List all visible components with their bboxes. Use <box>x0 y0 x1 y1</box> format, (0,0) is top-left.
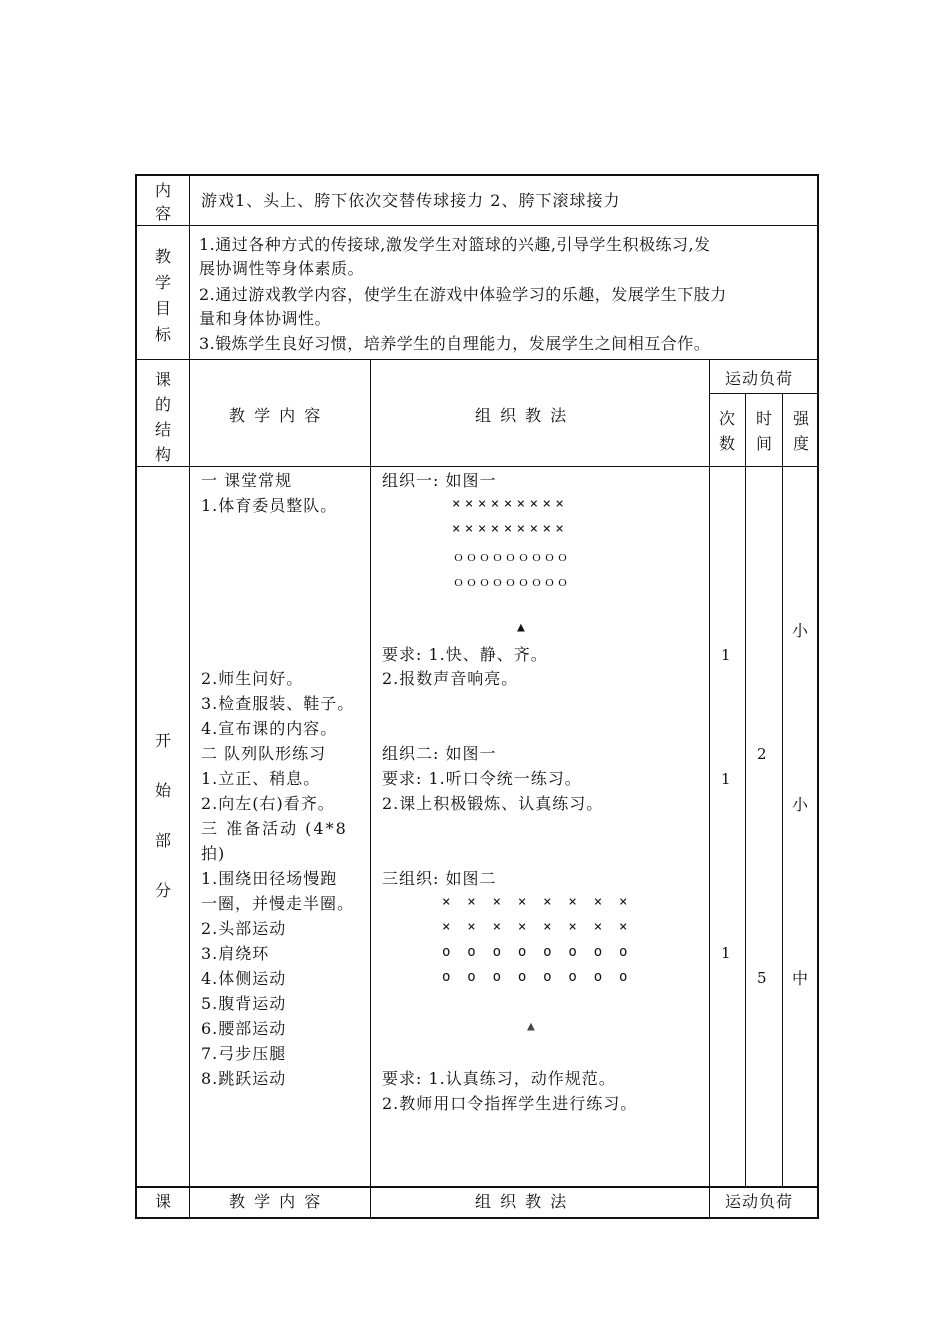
col-divider <box>189 176 190 1219</box>
org1-requirement: 2.报数声音响亮。 <box>382 669 519 688</box>
footer-teaching-content: 教 学 内 容 <box>229 1192 323 1211</box>
time-header: 时 间 <box>755 409 772 453</box>
row-divider <box>137 1186 819 1188</box>
formation-row-circle: o o o o o o o o <box>442 969 628 985</box>
content-line: 1.围绕田径场慢跑 <box>201 869 338 888</box>
content-line: 4.体侧运动 <box>201 969 287 988</box>
teaching-content-header: 教 学 内 容 <box>229 406 323 425</box>
intensity-header: 强 度 <box>792 409 809 453</box>
formation-row-cross: × × × × × × × × <box>442 894 628 910</box>
formation-row-circle: o o o o o o o o <box>442 944 628 960</box>
footer-load: 运动负荷 <box>725 1192 794 1211</box>
count-header: 次 数 <box>718 409 735 453</box>
time-value: 5 <box>757 969 767 987</box>
content-line: 3.检查服装、鞋子。 <box>201 694 355 713</box>
col-divider <box>709 359 710 1219</box>
content-line: 8.跳跃运动 <box>201 1069 287 1088</box>
col-divider <box>745 393 746 1187</box>
footer-organization: 组 织 教 法 <box>475 1192 569 1211</box>
content-line: 2.头部运动 <box>201 919 287 938</box>
row-divider <box>137 466 819 467</box>
formation-row-circle: ｏｏｏｏｏｏｏｏｏ <box>452 550 570 565</box>
start-section-label: 开 始 部 分 <box>154 731 171 900</box>
org2-title: 组织二: 如图一 <box>382 744 497 763</box>
content-line: 一圈，并慢走半圈。 <box>201 894 355 913</box>
objective-line: 展协调性等身体素质。 <box>199 259 365 278</box>
content-line: 二 队列队形练习 <box>201 744 327 763</box>
content-line: 一 课堂常规 <box>201 471 293 490</box>
content-label: 内 容 <box>154 181 171 223</box>
time-value: 2 <box>757 745 767 763</box>
content-line: 2.师生问好。 <box>201 669 304 688</box>
count-value: 1 <box>721 770 731 788</box>
row-divider <box>137 225 819 226</box>
content-line: 7.弓步压腿 <box>201 1044 287 1063</box>
org3-requirement: 2.教师用口令指挥学生进行练习。 <box>382 1094 638 1113</box>
content-line: 6.腰部运动 <box>201 1019 287 1038</box>
content-line: 2.向左(右)看齐。 <box>201 794 335 813</box>
formation-row-cross: × × × × × × × × <box>442 919 628 935</box>
teacher-marker-icon: ▲ <box>517 620 525 635</box>
row-divider <box>137 359 819 360</box>
structure-label: 课 的 结 构 <box>154 370 171 464</box>
count-value: 1 <box>721 944 731 962</box>
content-text: 游戏1、头上、胯下依次交替传球接力 2、胯下滚球接力 <box>201 191 621 210</box>
org3-requirement: 要求: 1.认真练习，动作规范。 <box>382 1069 616 1088</box>
load-divider <box>709 393 819 394</box>
count-value: 1 <box>721 646 731 664</box>
formation-row-cross: ××××××××× <box>452 521 569 537</box>
col-divider <box>370 359 371 1219</box>
content-line: 3.肩绕环 <box>201 944 270 963</box>
lesson-plan-table <box>135 174 819 1219</box>
intensity-value: 中 <box>792 969 810 988</box>
org1-title: 组织一: 如图一 <box>382 471 497 490</box>
org3-title: 三组织: 如图二 <box>382 869 497 888</box>
intensity-value: 小 <box>792 795 810 814</box>
footer-structure-label: 课 <box>155 1192 173 1211</box>
objective-line: 3.锻炼学生良好习惯，培养学生的自理能力，发展学生之间相互合作。 <box>199 334 711 353</box>
content-line: 三 准备活动 (4*8 <box>201 819 348 838</box>
content-line: 5.腹背运动 <box>201 994 287 1013</box>
intensity-value: 小 <box>792 621 810 640</box>
content-line: 1.立正、稍息。 <box>201 769 321 788</box>
org2-requirement: 要求: 1.听口令统一练习。 <box>382 769 582 788</box>
org1-requirement: 要求: 1.快、静、齐。 <box>382 645 548 664</box>
objectives-label: 教 学 目 标 <box>154 247 171 344</box>
objective-line: 2.通过游戏教学内容，使学生在游戏中体验学习的乐趣，发展学生下肢力 <box>199 285 727 304</box>
teacher-marker-icon: ▲ <box>527 1019 535 1034</box>
col-divider <box>782 393 783 1187</box>
content-line: 拍) <box>201 844 226 863</box>
content-line: 4.宣布课的内容。 <box>201 719 338 738</box>
objective-line: 量和身体协调性。 <box>199 309 332 328</box>
load-header: 运动负荷 <box>725 369 794 388</box>
org2-requirement: 2.课上积极锻炼、认真练习。 <box>382 794 604 813</box>
objective-line: 1.通过各种方式的传接球,激发学生对篮球的兴趣,引导学生积极练习,发 <box>199 235 711 254</box>
formation-row-cross: ××××××××× <box>452 496 569 512</box>
content-line: 1.体育委员整队。 <box>201 496 338 515</box>
formation-row-circle: ｏｏｏｏｏｏｏｏｏ <box>452 575 570 590</box>
organization-header: 组 织 教 法 <box>475 406 569 425</box>
